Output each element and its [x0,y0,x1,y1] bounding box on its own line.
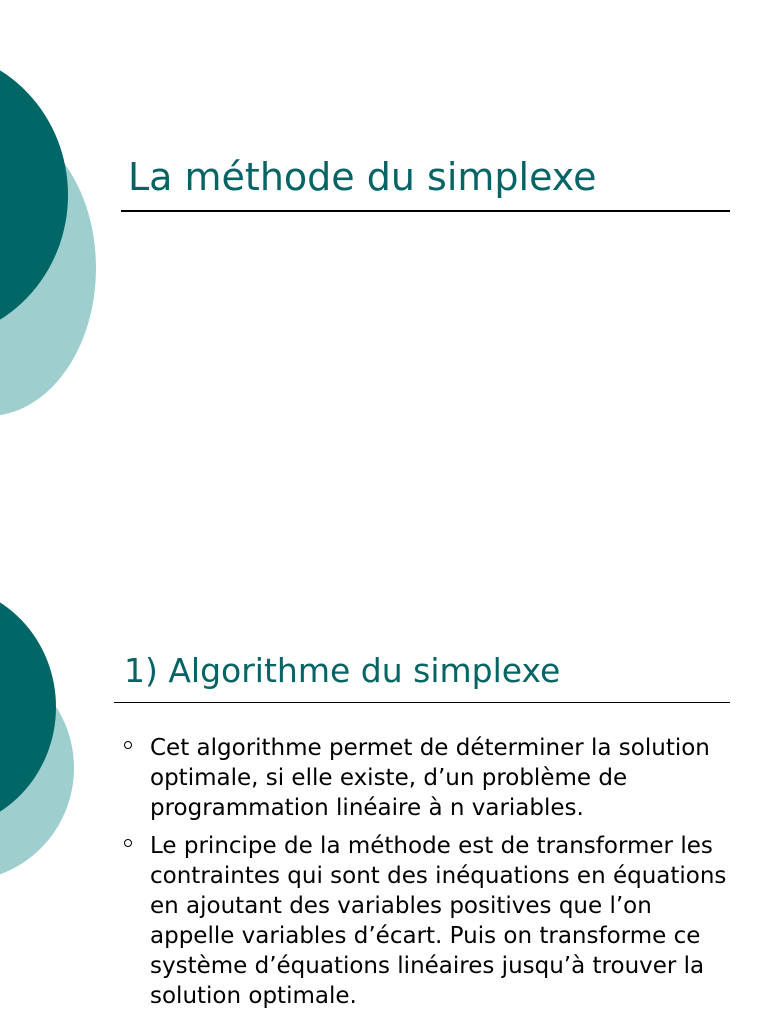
title-divider [114,702,730,703]
bullet-text: Cet algorithme permet de déterminer la solution optimale, si elle existe, d’un problème de programmation linéaire à n variables. [150,735,710,821]
bullet-list [121,733,731,1019]
hollow-circle-bullet-icon [124,741,132,749]
hollow-circle-bullet-icon [124,839,132,847]
title-divider [121,210,730,212]
bullet-item [121,831,731,1011]
bullet-item [121,733,731,823]
slide-title: La méthode du simplexe [128,155,597,199]
bullet-text: Le principe de la méthode est de transformer les contraintes qui sont des inéquations en équations en ajoutant des variables positives que l’on appelle variables d’écart. Puis on transforme ce système d’équations linéaires jusqu’à trouver la solution optimale. [150,833,727,1009]
slide-title: 1) Algorithme du simplexe [124,651,561,690]
